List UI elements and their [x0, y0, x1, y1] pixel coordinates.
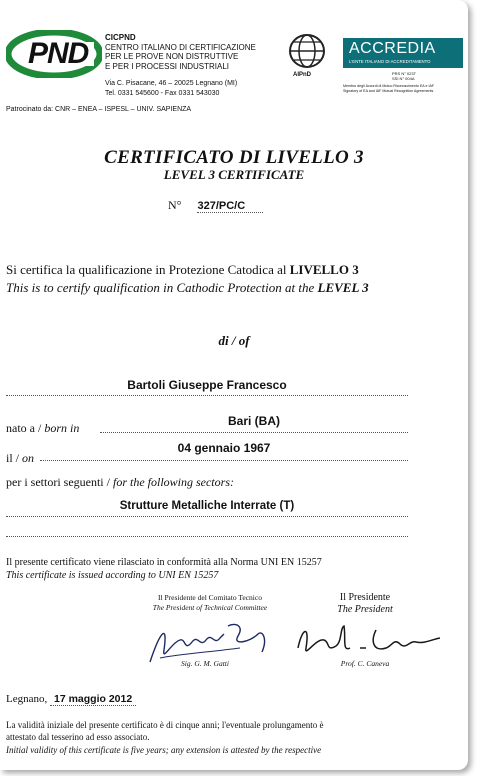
- org-block: [105, 33, 256, 98]
- tech-committee-title-en: The President of Technical Committee: [152, 603, 268, 612]
- accredia-sub: L'ENTE ITALIANO DI ACCREDITAMENTO: [349, 59, 431, 64]
- org-line-3: E PER I PROCESSI INDUSTRIALI: [105, 61, 230, 71]
- born-value: Bari (BA): [227, 414, 280, 428]
- holder-name-line: [6, 378, 408, 396]
- validity-en: Initial validity of this certificate is five years; any extension is attested by the respective: [6, 745, 322, 755]
- tech-committee-name: Sig. G. M. Gatti: [181, 659, 229, 668]
- org-address: Via C. Pisacane, 46 – 20025 Legnano (MI): [105, 80, 238, 87]
- aipnd-label: AIPnD: [293, 72, 311, 78]
- president-signature: [290, 618, 450, 663]
- accredia-badge: [343, 38, 463, 68]
- tech-committee-title-it: Il Presidente del Comitato Tecnico: [158, 593, 262, 602]
- number-label: N°: [168, 198, 182, 212]
- globe-icon: [285, 32, 329, 70]
- accredia-note: Membro degli Accordi di Mutuo Riconoscimento EA e IAF Signatory of EA and IAF Mutual Recognition Agreements: [343, 84, 435, 93]
- place: Legnano,: [6, 693, 50, 705]
- org-line-2: PER LE PROVE NON DISTRUTTIVE: [105, 52, 239, 61]
- president-title-en: The President: [337, 604, 393, 615]
- sector-blank-line: [6, 522, 408, 537]
- cert-number-row: [168, 196, 263, 214]
- title-main: CERTIFICATO DI LIVELLO 3: [104, 147, 364, 168]
- on-value: 04 gennaio 1967: [177, 441, 271, 455]
- issue-date: 17 maggio 2012: [50, 693, 136, 706]
- sector-value: Strutture Metalliche Interrate (T): [119, 500, 295, 512]
- accredia-title: ACCREDIA: [349, 40, 436, 57]
- validity-it: La validità iniziale del presente certificato è di cinque anni; l'eventuale prolungamento è: [6, 720, 324, 730]
- patronage: Patrocinato da: CNR – ENEA – ISPESL – UNIV. SAPIENZA: [6, 106, 192, 113]
- sector-value-line: [6, 500, 408, 517]
- norm-it: Il presente certificato viene rilasciato in conformità alla Norma UNI EN 15257: [6, 557, 322, 568]
- born-value-line: [100, 414, 408, 433]
- pnd-logo-text: PND: [28, 37, 89, 70]
- place-date: [6, 693, 136, 705]
- pnd-logo: [6, 30, 102, 78]
- cert-statement-it: Si certifica la qualificazione in Protezione Catodica al LIVELLO 3: [6, 262, 359, 277]
- norm-en: This certificate is issued according to UNI EN 15257: [6, 570, 219, 581]
- born-label: nato a / born in: [6, 421, 80, 435]
- org-abbr: CICPND: [105, 33, 136, 42]
- validity-it-2: attestato dal tesserino ad esso associato.: [6, 732, 150, 742]
- aipnd-logo: [285, 32, 329, 80]
- president-title-it: Il Presidente: [339, 592, 391, 603]
- org-line-1: CENTRO ITALIANO DI CERTIFICAZIONE: [105, 42, 256, 52]
- holder-name: Bartoli Giuseppe Francesco: [127, 378, 287, 392]
- title-sub: LEVEL 3 CERTIFICATE: [163, 167, 305, 182]
- president-name: Prof. C. Caneva: [340, 659, 390, 668]
- di-of: di / of: [218, 333, 250, 348]
- org-phone: Tel. 0331 545600 - Fax 0331 543030: [105, 89, 220, 97]
- cert-statement-en: This is to certify qualification in Cathodic Protection at the LEVEL 3: [6, 280, 369, 295]
- sectors-label: per i settori seguenti / for the following sectors:: [6, 475, 234, 489]
- on-label: il / on: [6, 451, 35, 465]
- accredia-codes: PRS N° 023T SSI N° 004A: [392, 71, 417, 81]
- cert-number: 327/PC/C: [197, 200, 263, 213]
- on-value-line: [40, 441, 408, 461]
